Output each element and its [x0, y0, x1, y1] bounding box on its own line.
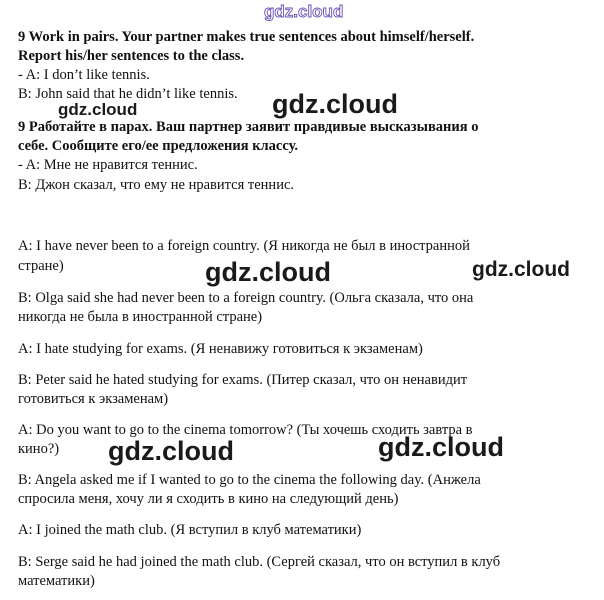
- answer-4-line1: B: Peter said he hated studying for exams. (Питер сказал, что он ненавидит: [18, 372, 468, 388]
- answer-1-line2: стране): [18, 258, 64, 274]
- answer-6-line2: спросила меня, хочу ли я сходить в кино на следующий день): [18, 491, 399, 507]
- watermark-6: gdz.cloud: [378, 432, 504, 462]
- answer-8-line2: математики): [18, 573, 95, 589]
- watermark-top: gdz.cloud: [264, 2, 344, 21]
- example-b-en: B: John said that he didn’t like tennis.: [18, 86, 238, 102]
- watermark-1: gdz.cloud: [58, 100, 138, 119]
- answer-5-line1: A: Do you want to go to the cinema tomorrow? (Ты хочешь сходить завтра в: [18, 422, 473, 438]
- task-title-ru-line1: 9 Работайте в парах. Ваш партнер заявит правдивые высказывания о: [18, 119, 479, 135]
- answer-3-line1: A: I hate studying for exams. (Я ненавижу готовиться к экзаменам): [18, 341, 423, 357]
- example-a-en: - A: I don’t like tennis.: [18, 67, 150, 83]
- watermark-5: gdz.cloud: [108, 436, 234, 466]
- answer-7-line1: A: I joined the math club. (Я вступил в клуб математики): [18, 522, 362, 538]
- answer-4-line2: готовиться к экзаменам): [18, 391, 169, 407]
- task-title-en-line1: 9 Work in pairs. Your partner makes true sentences about himself/herself.: [18, 29, 475, 45]
- watermark-2: gdz.cloud: [272, 89, 398, 119]
- task-title-en-line2: Report his/her sentences to the class.: [18, 48, 245, 64]
- answer-1-line1: A: I have never been to a foreign country. (Я никогда не был в иностранной: [18, 238, 470, 254]
- watermark-3: gdz.cloud: [205, 257, 331, 287]
- task-title-ru-line2: себе. Сообщите его/ее предложения классу.: [18, 138, 299, 154]
- answer-2-line1: B: Olga said she had never been to a foreign country. (Ольга сказала, что она: [18, 290, 474, 306]
- answer-2-line2: никогда не была в иностранной стране): [18, 309, 263, 325]
- example-a-ru: - A: Мне не нравится теннис.: [18, 157, 198, 173]
- answer-8-line1: B: Serge said he had joined the math club. (Сергей сказал, что он вступил в клуб: [18, 554, 501, 570]
- example-b-ru: B: Джон сказал, что ему не нравится теннис.: [18, 177, 295, 193]
- watermark-4: gdz.cloud: [472, 258, 570, 281]
- answer-6-line1: B: Angela asked me if I wanted to go to the cinema the following day. (Анжела: [18, 472, 481, 488]
- answer-5-line2: кино?): [18, 441, 60, 457]
